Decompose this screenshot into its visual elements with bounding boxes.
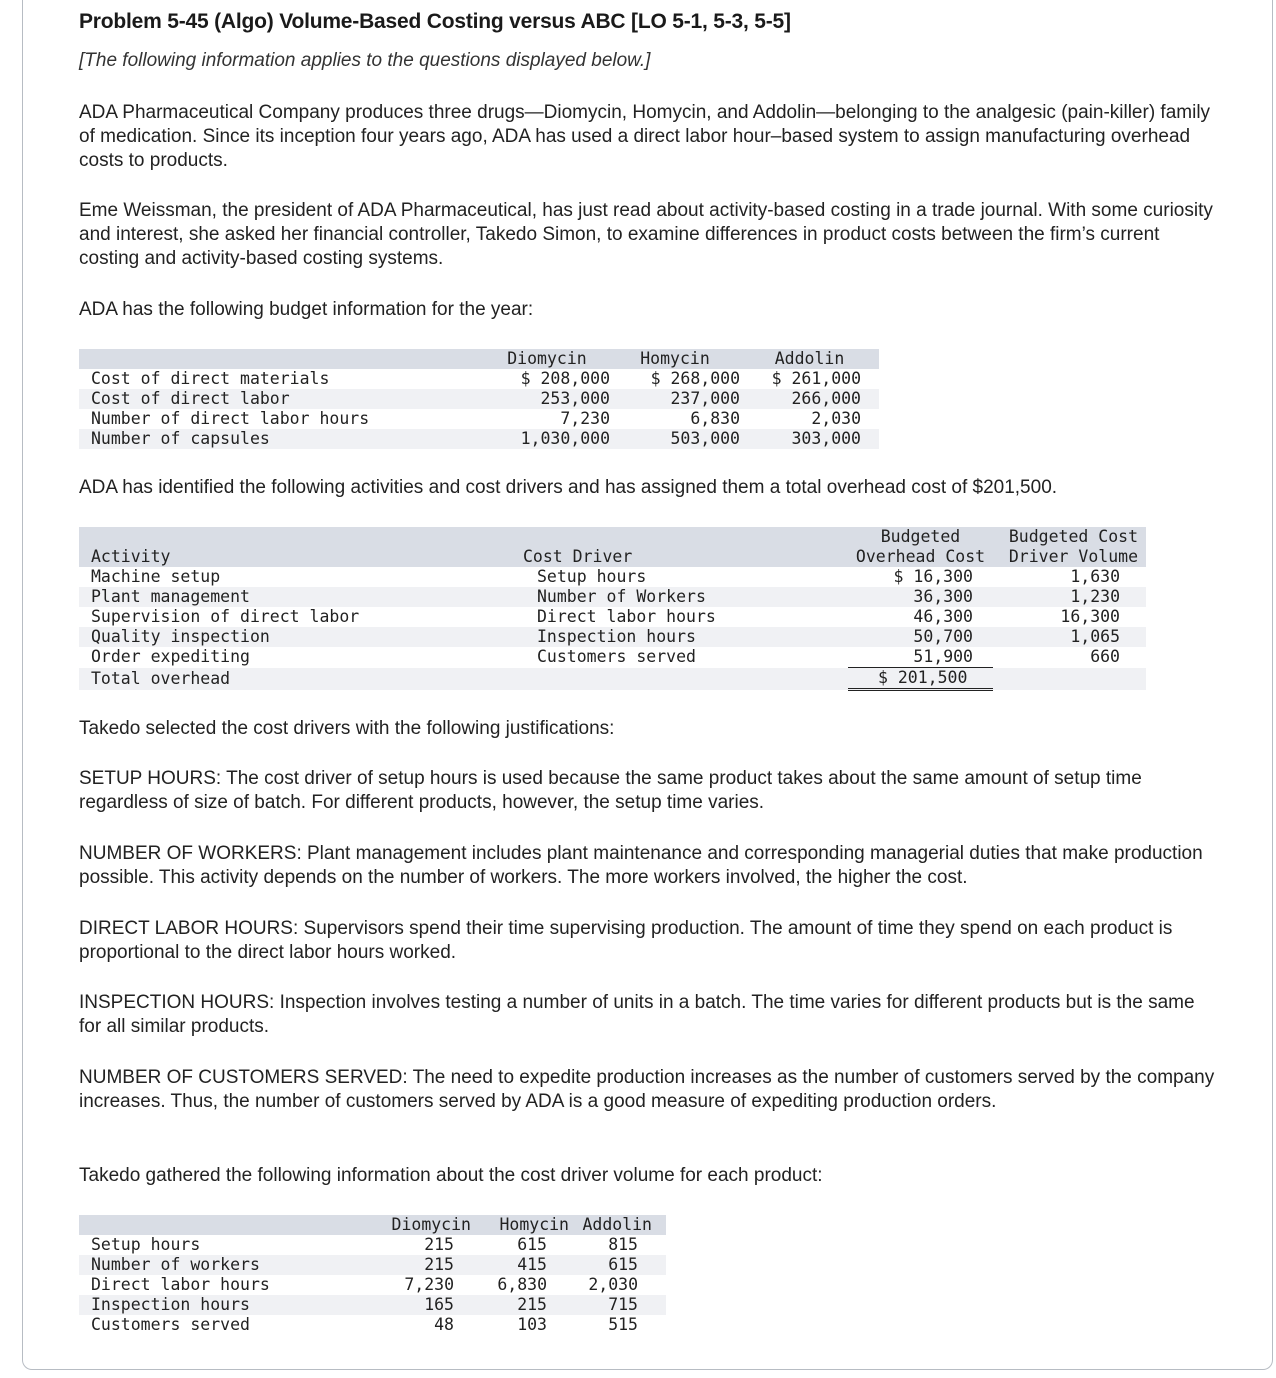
row-label: Cost of direct materials: [91, 369, 330, 388]
setup-hours-paragraph: SETUP HOURS: The cost driver of setup hours is used because the same product takes about the same amount of setup time regardless of size of batch. For different products, however, the setup time varies.: [79, 768, 1142, 813]
cell: 615: [573, 1255, 666, 1275]
col-header: Diomycin: [373, 1215, 475, 1235]
table-row: [79, 607, 1146, 627]
cell: 2,030: [588, 1275, 638, 1294]
table-row: [79, 567, 1146, 587]
problem-subtitle: [The following information applies to the questions displayed below.]: [79, 50, 651, 71]
col-header: Budgeted Cost: [993, 527, 1146, 547]
row-label: Inspection hours: [79, 1295, 373, 1315]
cell: 503,000: [610, 429, 740, 449]
driver-cell: Customers served: [537, 647, 696, 667]
cell: 215: [424, 1235, 454, 1254]
row-label: Cost of direct labor: [79, 389, 484, 409]
table-row: [79, 1255, 666, 1275]
budget-intro: ADA has the following budget information for the year:: [79, 299, 534, 320]
col-header: Addolin: [740, 349, 879, 369]
cell: 165: [373, 1295, 475, 1315]
total-row: [79, 668, 1146, 690]
row-label: Number of workers: [79, 1255, 373, 1275]
activity-table: [79, 527, 1146, 691]
row-label: Setup hours: [91, 1235, 201, 1254]
intro-paragraph: ADA Pharmaceutical Company produces three drugs—Diomycin, Homycin, and Addolin—belonging to the analgesic (pain-killer) family of medication. Since its inception four years ago, ADA has used a direct labor hour–based system to assign manufacturing overhead costs to products.: [79, 102, 1211, 171]
cell: 303,000: [740, 429, 879, 449]
table-row: [79, 1235, 666, 1255]
cost-cell: 50,700: [848, 627, 993, 647]
cost-cell: 46,300: [913, 607, 973, 626]
president-paragraph: Eme Weissman, the president of ADA Pharmaceutical, has just read about activity-based costing in a trade journal. With some curiosity and interest, she asked her financial controller, Takedo Simon, to examine differences in product costs between the firm’s current costing and activity-based costing systems.: [79, 200, 1213, 269]
cell: 415: [475, 1255, 573, 1275]
table-row: [79, 587, 1146, 607]
cell: 48: [434, 1315, 454, 1334]
volume-cell: 1,065: [993, 627, 1146, 647]
activity-table-header-top: [79, 527, 1146, 547]
driver-cell: Setup hours: [537, 567, 647, 586]
inspection-hours-paragraph: INSPECTION HOURS: Inspection involves testing a number of units in a batch. The time varies for different products but is the same for all similar products.: [79, 992, 1195, 1037]
col-header: Homycin: [610, 349, 740, 369]
cell: 215: [373, 1255, 475, 1275]
cell: 515: [608, 1315, 638, 1334]
activity-cell: Quality inspection: [79, 627, 523, 647]
customers-served-paragraph: NUMBER OF CUSTOMERS SERVED: The need to expedite production increases as the number of customers served by the company increases. Thus, the number of customers served by ADA is a good measure of expediting production orders.: [79, 1067, 1215, 1112]
cell: 6,830: [497, 1275, 547, 1294]
table-row: [79, 409, 879, 429]
cost-cell: $ 16,300: [893, 567, 973, 586]
activity-cell: Order expediting: [91, 647, 250, 667]
table-row: [79, 647, 1146, 668]
col-header: Cost Driver: [523, 547, 848, 567]
row-label: Customers served: [91, 1315, 250, 1334]
total-cost: $ 201,500: [848, 668, 993, 690]
table-row: [79, 429, 879, 449]
workers-paragraph: NUMBER OF WORKERS: Plant management includes plant maintenance and corresponding managerial duties that make production possible. This activity depends on the number of workers. The more workers involved, the higher the cost.: [79, 843, 1203, 888]
activity-cell: Supervision of direct labor: [91, 607, 360, 626]
activities-intro: ADA has identified the following activities and cost drivers and has assigned them a total overhead cost of $201,500.: [79, 477, 1058, 498]
volume-table-header: [79, 1215, 666, 1235]
cell: 103: [517, 1315, 547, 1334]
volume-cell: 1,230: [993, 587, 1146, 607]
budget-table-header: [79, 349, 879, 369]
direct-labor-hours-paragraph: DIRECT LABOR HOURS: Supervisors spend their time supervising production. The amount of time they spend on each product is proportional to the direct labor hours worked.: [79, 918, 1173, 963]
cell: $ 268,000: [650, 369, 740, 388]
cost-cell: 36,300: [848, 587, 993, 607]
cell: 215: [475, 1295, 573, 1315]
cell: 715: [573, 1295, 666, 1315]
cost-cell: 51,900: [848, 647, 993, 668]
cell: 815: [608, 1235, 638, 1254]
cell: 7,230: [404, 1275, 454, 1294]
col-header: Activity: [79, 547, 523, 567]
activity-cell: Machine setup: [91, 567, 221, 586]
cell: 6,830: [690, 409, 740, 428]
problem-title: Problem 5-45 (Algo) Volume-Based Costing versus ABC [LO 5-1, 5-3, 5-5]: [79, 10, 791, 33]
col-header: Driver Volume: [993, 547, 1146, 567]
driver-cell: Inspection hours: [523, 627, 848, 647]
table-row: [79, 389, 879, 409]
budget-table: [79, 349, 879, 449]
cell: 237,000: [610, 389, 740, 409]
table-row: [79, 1295, 666, 1315]
justifications-intro: Takedo selected the cost drivers with the following justifications:: [79, 718, 615, 739]
row-label: Number of direct labor hours: [91, 409, 370, 428]
row-label: Direct labor hours: [91, 1275, 270, 1294]
volume-cell: 1,630: [1070, 567, 1120, 586]
cell: $ 261,000: [771, 369, 861, 388]
activity-table-header: [79, 547, 1146, 567]
cell: 2,030: [811, 409, 861, 428]
driver-cell: Number of Workers: [523, 587, 848, 607]
cell: 615: [517, 1235, 547, 1254]
cell: 266,000: [740, 389, 879, 409]
col-header: Homycin: [475, 1215, 573, 1235]
cell: 1,030,000: [484, 429, 610, 449]
table-row: [79, 627, 1146, 647]
driver-volume-table: [79, 1215, 666, 1335]
table-row: [79, 1275, 666, 1295]
total-label: Total overhead: [79, 668, 523, 690]
volume-cell: 16,300: [1060, 607, 1120, 626]
table-row: [79, 369, 879, 389]
cell: $ 208,000: [520, 369, 610, 388]
activity-cell: Plant management: [79, 587, 523, 607]
col-header: Addolin: [573, 1215, 666, 1235]
driver-cell: Direct labor hours: [537, 607, 716, 626]
col-header: Budgeted: [848, 527, 993, 547]
col-header: Diomycin: [484, 349, 610, 369]
cell: 253,000: [484, 389, 610, 409]
table-row: [79, 1315, 666, 1335]
col-header: Overhead Cost: [848, 547, 993, 567]
row-label: Number of capsules: [79, 429, 484, 449]
volume-cell: 660: [1090, 647, 1120, 667]
volume-intro: Takedo gathered the following information about the cost driver volume for each product:: [79, 1165, 823, 1186]
cell: 7,230: [560, 409, 610, 428]
